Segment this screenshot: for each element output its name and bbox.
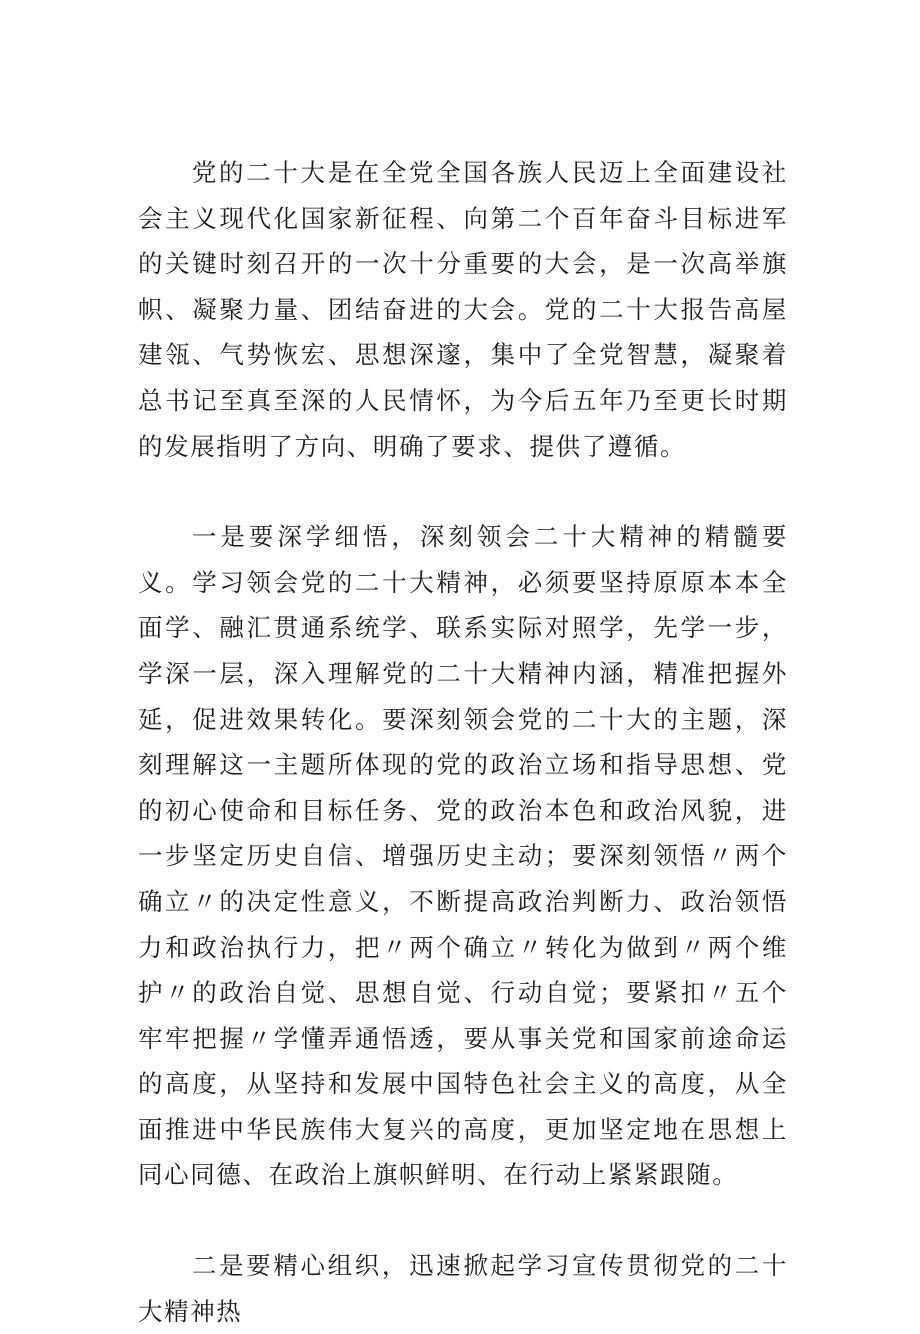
paragraph-intro: 党的二十大是在全党全国各族人民迈上全面建设社会主义现代化国家新征程、向第二个百年奋斗目标进军的关键时刻召开的一次十分重要的大会，是一次高举旗帜、凝聚力量、团结奋进的大会。党的二十大报告高屋建瓴、气势恢宏、思想深邃，集中了全党智慧，凝聚着总书记至真至深的人民情怀，为今后五年乃至更长时期的发展指明了方向、明确了要求、提供了遵循。 (138, 158, 788, 461)
paragraph-point-one: 一是要深学细悟，深刻领会二十大精神的精髓要义。学习领会党的二十大精神，必须要坚持原原本本全面学、融汇贯通系统学、联系实际对照学，先学一步，学深一层，深入理解党的二十大精神内涵，精准把握外延，促进效果转化。要深刻领会党的二十大的主题，深刻理解这一主题所体现的党的政治立场和指导思想、党的初心使命和目标任务、党的政治本色和政治风貌，进一步坚定历史自信、增强历史主动；要深刻领悟〃两个确立〃的决定性意义，不断提高政治判断力、政治领悟力和政治执行力，把〃两个确立〃转化为做到〃两个维护〃的政治自觉、思想自觉、行动自觉；要紧扣〃五个牢牢把握〃学懂弄通悟透，要从事关党和国家前途命运的高度，从坚持和发展中国特色社会主义的高度，从全面推进中华民族伟大复兴的高度，更加坚定地在思想上同心同德、在政治上旗帜鲜明、在行动上紧紧跟随。 (138, 522, 788, 1190)
document-body (138, 150, 788, 1334)
paragraph-point-two: 二是要精心组织，迅速掀起学习宣传贯彻党的二十大精神热 (138, 1251, 788, 1326)
